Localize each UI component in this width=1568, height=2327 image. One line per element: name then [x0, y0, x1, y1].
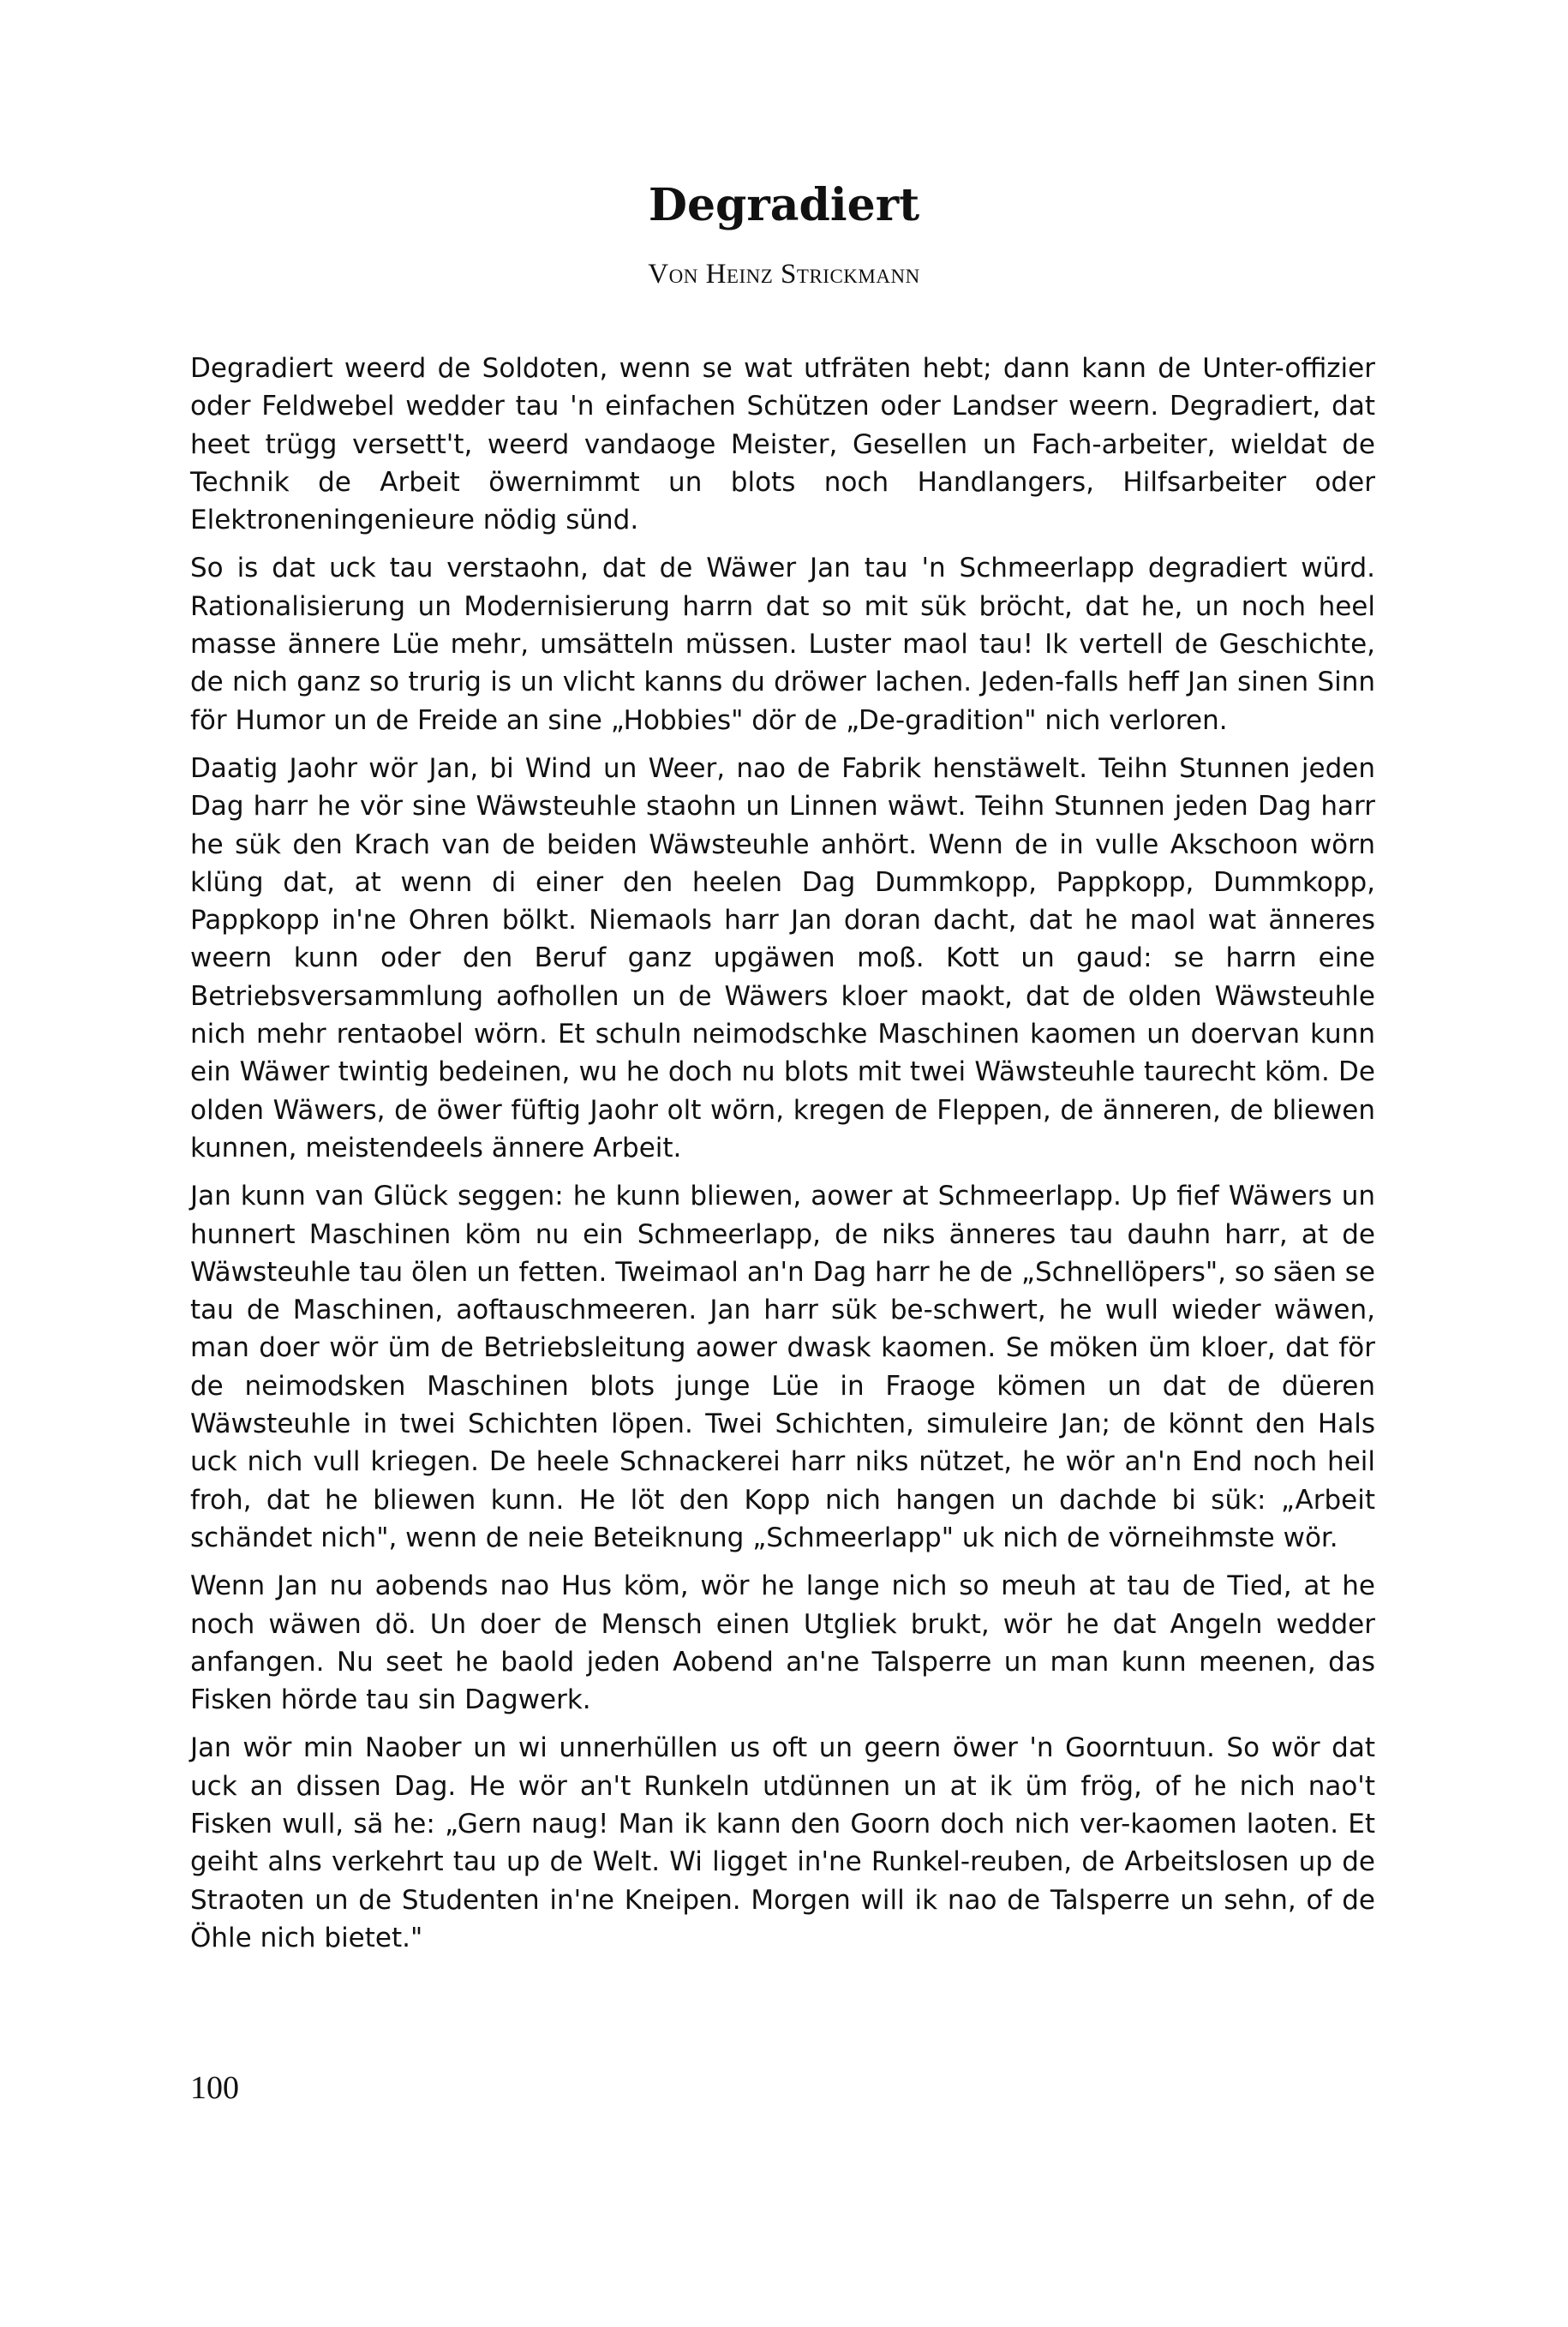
article-title: Degradiert: [648, 179, 920, 231]
page-number: 100: [190, 2070, 239, 2106]
paragraph: Degradiert weerd de Soldoten, wenn se wat utfräten hebt; dann kann de Unter-offizier oder Feldwebel wedder tau 'n einfachen Schützen oder Landser weern. Degradiert, dat heet trügg versett't, weerd vandaoge Meister, Gesellen un Fach-arbeiter, wieldat de Technik de Arbeit öwernimmt un blots noch Handlangers, Hilfsarbeiter oder Elektroneningenieure nödig sünd.: [190, 353, 1375, 536]
author-byline: Von Heinz Strickmann: [648, 259, 920, 290]
paragraph: Jan wör min Naober un wi unnerhüllen us oft un geern öwer 'n Goorntuun. So wör dat uck an dissen Dag. He wör an't Runkeln utdünnen un at ik üm frög, of he nich nao't Fisken wull, sä he: „Gern naug! Man ik kann den Goorn doch nich ver-kaomen laoten. Et geiht alns verkehrt tau up de Welt. Wi ligget in'ne Runkel-reuben, de Arbeitslosen up de Straoten un de Studenten in'ne Kneipen. Morgen will ik nao de Talsperre un sehn, of de Öhle nich bietet.": [190, 1732, 1375, 1953]
paragraph: Wenn Jan nu aobends nao Hus köm, wör he lange nich so meuh at tau de Tied, at he noch wäwen dö. Un doer de Mensch einen Utgliek brukt, wör he dat Angeln wedder anfangen. Nu seet he baold jeden Aobend an'ne Talsperre un man kunn meenen, das Fisken hörde tau sin Dagwerk.: [190, 1570, 1375, 1716]
article-body: [190, 350, 1375, 1967]
paragraph: Jan kunn van Glück seggen: he kunn bliewen, aower at Schmeerlapp. Up fief Wäwers un hunnert Maschinen köm nu ein Schmeerlapp, de niks änneres tau dauhn harr, at de Wäwsteuhle tau ölen un fetten. Tweimaol an'n Dag harr he de „Schnellöpers", so säen se tau de Maschinen, aoftauschmeeren. Jan harr sük be-schwert, he wull wieder wäwen, man doer wör üm de Betriebsleitung aower dwask kaomen. Se möken üm kloer, dat för de neimodsken Maschinen blots junge Lüe in Fraoge kömen un dat de düeren Wäwsteuhle in twei Schichten löpen. Twei Schichten, simuleire Jan; de könnt den Hals uck nich vull kriegen. De heele Schnackerei harr niks nützet, he wör an'n End noch heil froh, dat he bliewen kunn. He löt den Kopp nich hangen un dachde bi sük: „Arbeit schändet nich", wenn de neie Beteiknung „Schmeerlapp" uk nich de vörneihmste wör.: [190, 1181, 1375, 1553]
paragraph: Daatig Jaohr wör Jan, bi Wind un Weer, nao de Fabrik henstäwelt. Teihn Stunnen jeden Dag harr he vör sine Wäwsteuhle staohn un Linnen wäwt. Teihn Stunnen jeden Dag harr he sük den Krach van de beiden Wäwsteuhle anhört. Wenn de in vulle Akschoon wörn klüng dat, at wenn di einer den heelen Dag Dummkopp, Pappkopp, Dummkopp, Pappkopp in'ne Ohren bölkt. Niemaols harr Jan doran dacht, dat he maol wat änneres weern kunn oder den Beruf ganz upgäwen moß. Kott un gaud: se harrn eine Betriebsversammlung aofhollen un de Wäwers kloer maokt, dat de olden Wäwsteuhle nich mehr rentaobel wörn. Et schuln neimodschke Maschinen kaomen un doervan kunn ein Wäwer twintig bedeinen, wu he doch nu blots mit twei Wäwsteuhle taurecht köm. De olden Wäwers, de öwer füftig Jaohr olt wörn, kregen de Fleppen, de änneren, de bliewen kunnen, meistendeels ännere Arbeit.: [190, 752, 1375, 1164]
paragraph: So is dat uck tau verstaohn, dat de Wäwer Jan tau 'n Schmeerlapp degradiert würd. Rationalisierung un Modernisierung harrn dat so mit sük bröcht, dat he, un noch heel masse ännere Lüe mehr, umsätteln müssen. Luster maol tau! Ik vertell de Geschichte, de nich ganz so trurig is un vlicht kanns du dröwer lachen. Jeden-falls heff Jan sinen Sinn för Humor un de Freide an sine „Hobbies" dör de „De-gradition" nich verloren.: [190, 553, 1375, 736]
